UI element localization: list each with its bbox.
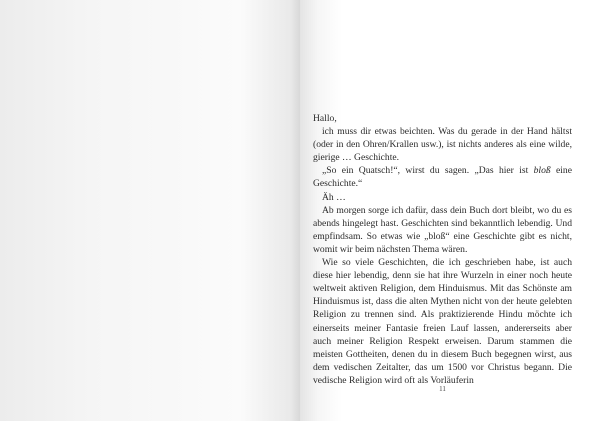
body-text	[313, 112, 572, 387]
page-number: 11	[439, 385, 446, 393]
paragraph: Äh …	[322, 191, 346, 203]
right-page	[300, 0, 600, 421]
paragraph: Wie so viele Geschichten, die ich geschrieben habe, ist auch diese hier lebendig, denn sie hat ihre Wurzeln in einer noch heute weltweit aktiven Religion, dem Hinduismus. Mit das Schönste am Hinduismus ist, dass die alten Mythen nicht von der heute gelebten Religion zu trennen sind. Als praktizierende Hindu möchte ich einerseits meiner Fantasie freien Lauf lassen, andererseits aber auch meiner Religion Respekt erweisen. Darum stammen die meisten Gottheiten, denen du in diesem Buch begegnen wirst, aus dem vedischen Zeitalter, das um 1500 vor Christus begann. Die vedische Religion wird oft als Vorläuferin	[313, 257, 572, 386]
emphasis-word: bloß	[533, 165, 551, 177]
paragraph: ich muss dir etwas beichten. Was du gerade in der Hand hältst (oder in den Ohren/Krallen usw.), ist nichts anderes als eine wilde, gierige … Geschichte.	[313, 126, 572, 164]
greeting-line: Hallo,	[313, 113, 337, 124]
paragraph: Ab morgen sorge ich dafür, dass dein Buch dort bleibt, wo du es abends hingelegt hast. Geschichten sind bekanntlich lebendig. Und empfindsam. So etwas wie „bloß“ eine Geschichte gibt es nicht, womit wir beim nächsten Thema wären.	[313, 204, 572, 255]
paragraph: „So ein Quatsch!“, wirst du sagen. „Das hier ist bloß eine Geschichte.“	[313, 165, 572, 190]
